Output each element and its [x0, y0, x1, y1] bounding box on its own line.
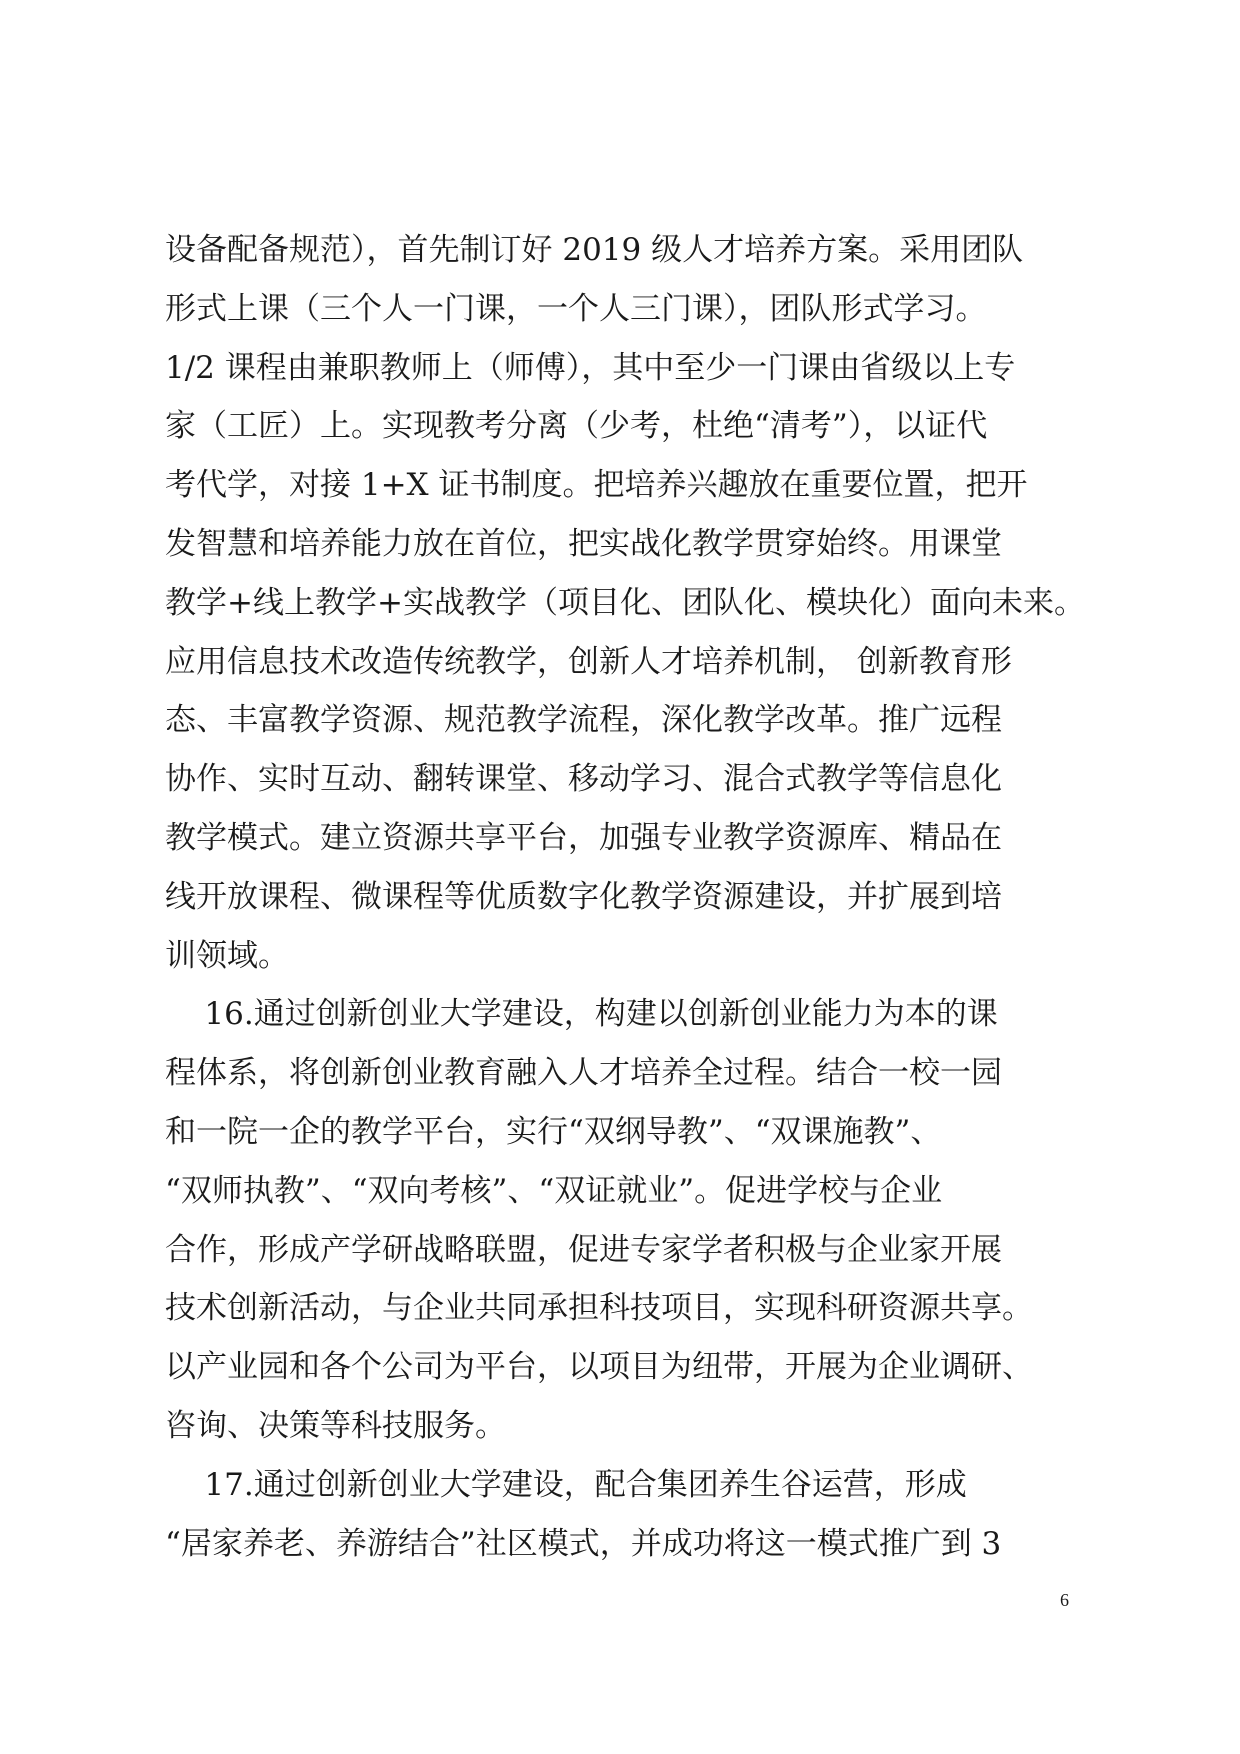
document-body — [165, 221, 1095, 1573]
text-line: 发智慧和培养能力放在首位，把实战化教学贯穿始终。用课堂 — [165, 525, 1002, 562]
text-line: 技术创新活动，与企业共同承担科技项目，实现科研资源共享。 — [165, 1290, 1033, 1327]
text-line: 形式上课（三个人一门课，一个人三门课），团队形式学习。 — [165, 290, 987, 327]
text-line: 1/2 课程由兼职教师上（师傅），其中至少一门课由省级以上专 — [165, 349, 1016, 386]
text-line: 考代学，对接 1+X 证书制度。把培养兴趣放在重要位置，把开 — [165, 467, 1028, 504]
text-line: 训领域。 — [165, 937, 289, 974]
page-number: 6 — [1060, 1590, 1069, 1610]
text-line: 教学模式。建立资源共享平台，加强专业教学资源库、精品在 — [165, 819, 1002, 856]
text-line: 态、丰富教学资源、规范教学流程，深化教学改革。推广远程 — [165, 702, 1002, 739]
text-line: 合作，形成产学研战略联盟，促进专家学者积极与企业家开展 — [165, 1231, 1002, 1268]
text-line: 应用信息技术改造传统教学，创新人才培养机制， 创新教育形 — [165, 643, 1012, 680]
text-line: 家（工匠）上。实现教考分离（少考，杜绝“清考”），以证代 — [165, 408, 988, 445]
text-line: “居家养老、养游结合”社区模式，并成功将这一模式推广到 3 — [165, 1525, 1002, 1562]
text-line: 和一院一企的教学平台，实行“双纲导教”、“双课施教”、 — [165, 1113, 942, 1150]
text-line: 咨询、决策等科技服务。 — [165, 1407, 506, 1444]
text-line: 程体系，将创新创业教育融入人才培养全过程。结合一校一园 — [165, 1055, 1002, 1092]
text-line: “双师执教”、“双向考核”、“双证就业”。促进学校与企业 — [165, 1172, 943, 1209]
text-line: 16.通过创新创业大学建设，构建以创新创业能力为本的课 — [165, 996, 998, 1033]
text-line: 教学+线上教学+实战教学（项目化、团队化、模块化）面向未来。 — [165, 584, 1085, 621]
text-line: 线开放课程、微课程等优质数字化教学资源建设，并扩展到培 — [165, 878, 1002, 915]
text-line: 以产业园和各个公司为平台，以项目为纽带，开展为企业调研、 — [165, 1349, 1033, 1386]
text-line: 设备配备规范），首先制订好 2019 级人才培养方案。采用团队 — [165, 232, 1024, 268]
text-line: 17.通过创新创业大学建设，配合集团养生谷运营，形成 — [165, 1466, 967, 1503]
text-line: 协作、实时互动、翻转课堂、移动学习、混合式教学等信息化 — [165, 761, 1002, 798]
